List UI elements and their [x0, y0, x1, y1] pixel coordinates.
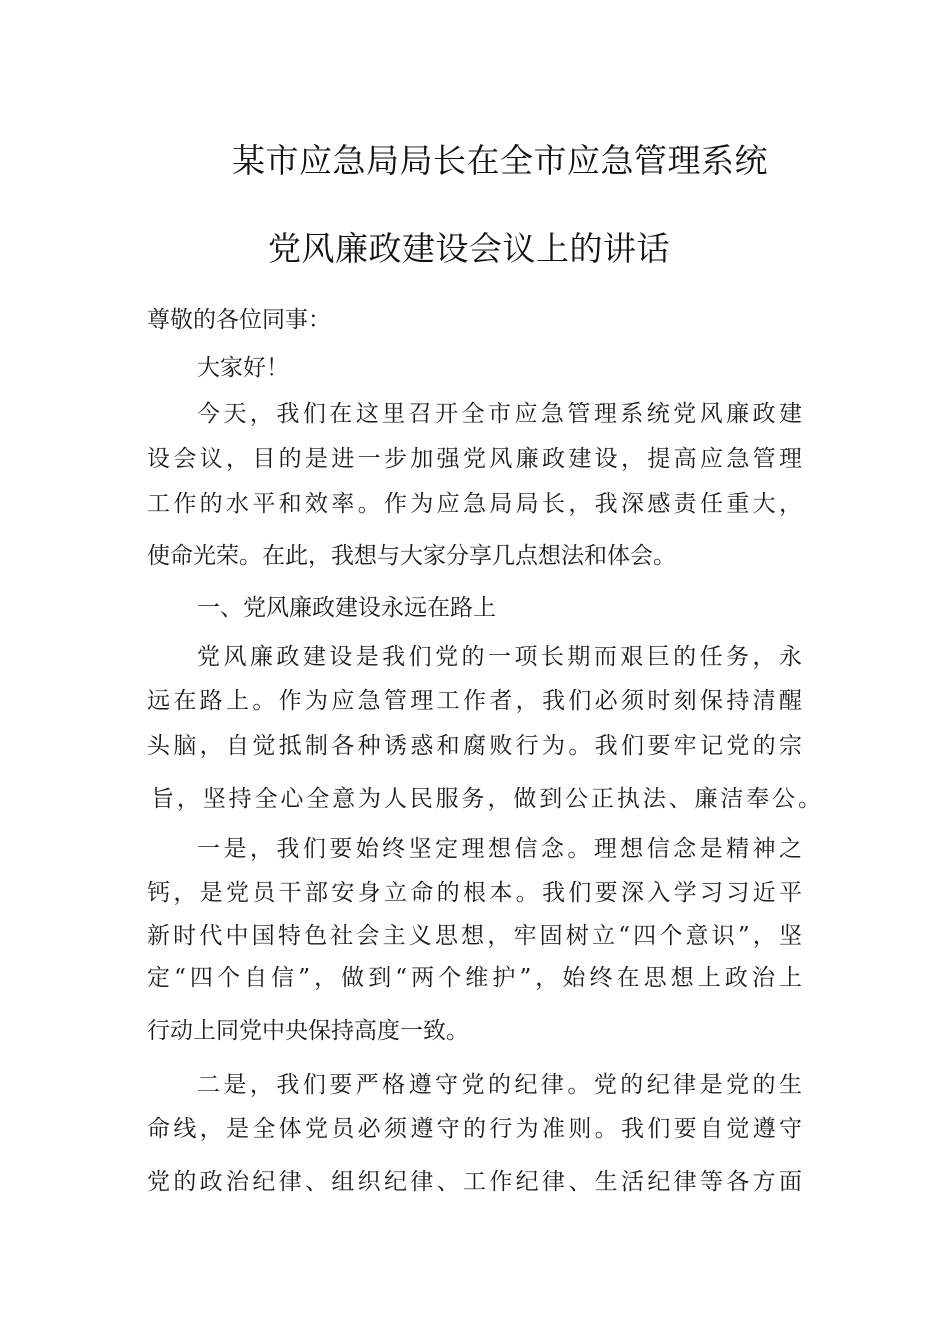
body-line: 今天，我们在这里召开全市应急管理系统党风廉政建 [197, 401, 802, 427]
body-line: 二是，我们要严格遵守党的纪律。党的纪律是党的生 [197, 1072, 802, 1098]
body-line: 使命光荣。在此，我想与大家分享几点想法和体会。 [147, 543, 676, 569]
body-line: 工作的水平和效率。作为应急局局长，我深感责任重大， [147, 491, 802, 517]
body-line: 新时代中国特色社会主义思想，牢固树立“四个意识”，坚 [147, 923, 802, 949]
salutation: 尊敬的各位同事： [147, 307, 331, 333]
body-line: 头脑，自觉抵制各种诱惑和腐败行为。我们要牢记党的宗 [147, 733, 802, 759]
body-line: 行动上同党中央保持高度一致。 [147, 1018, 469, 1044]
document-title-line-1: 某市应急局局长在全市应急管理系统 [232, 141, 768, 180]
body-line: 钙，是党员干部安身立命的根本。我们要深入学习习近平 [147, 880, 802, 906]
section-heading: 一、党风廉政建设永远在路上 [197, 595, 496, 621]
body-line: 定“四个自信”，做到“两个维护”，始终在思想上政治上 [147, 965, 802, 991]
body-line: 设会议，目的是进一步加强党风廉政建设，提高应急管理 [147, 446, 802, 472]
body-line: 党的政治纪律、组织纪律、工作纪律、生活纪律等各方面 [147, 1169, 802, 1195]
body-line: 远在路上。作为应急管理工作者，我们必须时刻保持清醒 [147, 688, 802, 714]
document-title-line-2: 党风廉政建设会议上的讲话 [268, 229, 670, 268]
body-line: 一是，我们要始终坚定理想信念。理想信念是精神之 [197, 836, 802, 862]
body-line: 命线，是全体党员必须遵守的行为准则。我们要自觉遵守 [147, 1116, 802, 1142]
greeting: 大家好！ [197, 355, 289, 381]
body-line: 旨，坚持全心全意为人民服务，做到公正执法、廉洁奉公。 [151, 786, 821, 812]
body-line: 党风廉政建设是我们党的一项长期而艰巨的任务，永 [197, 644, 802, 670]
